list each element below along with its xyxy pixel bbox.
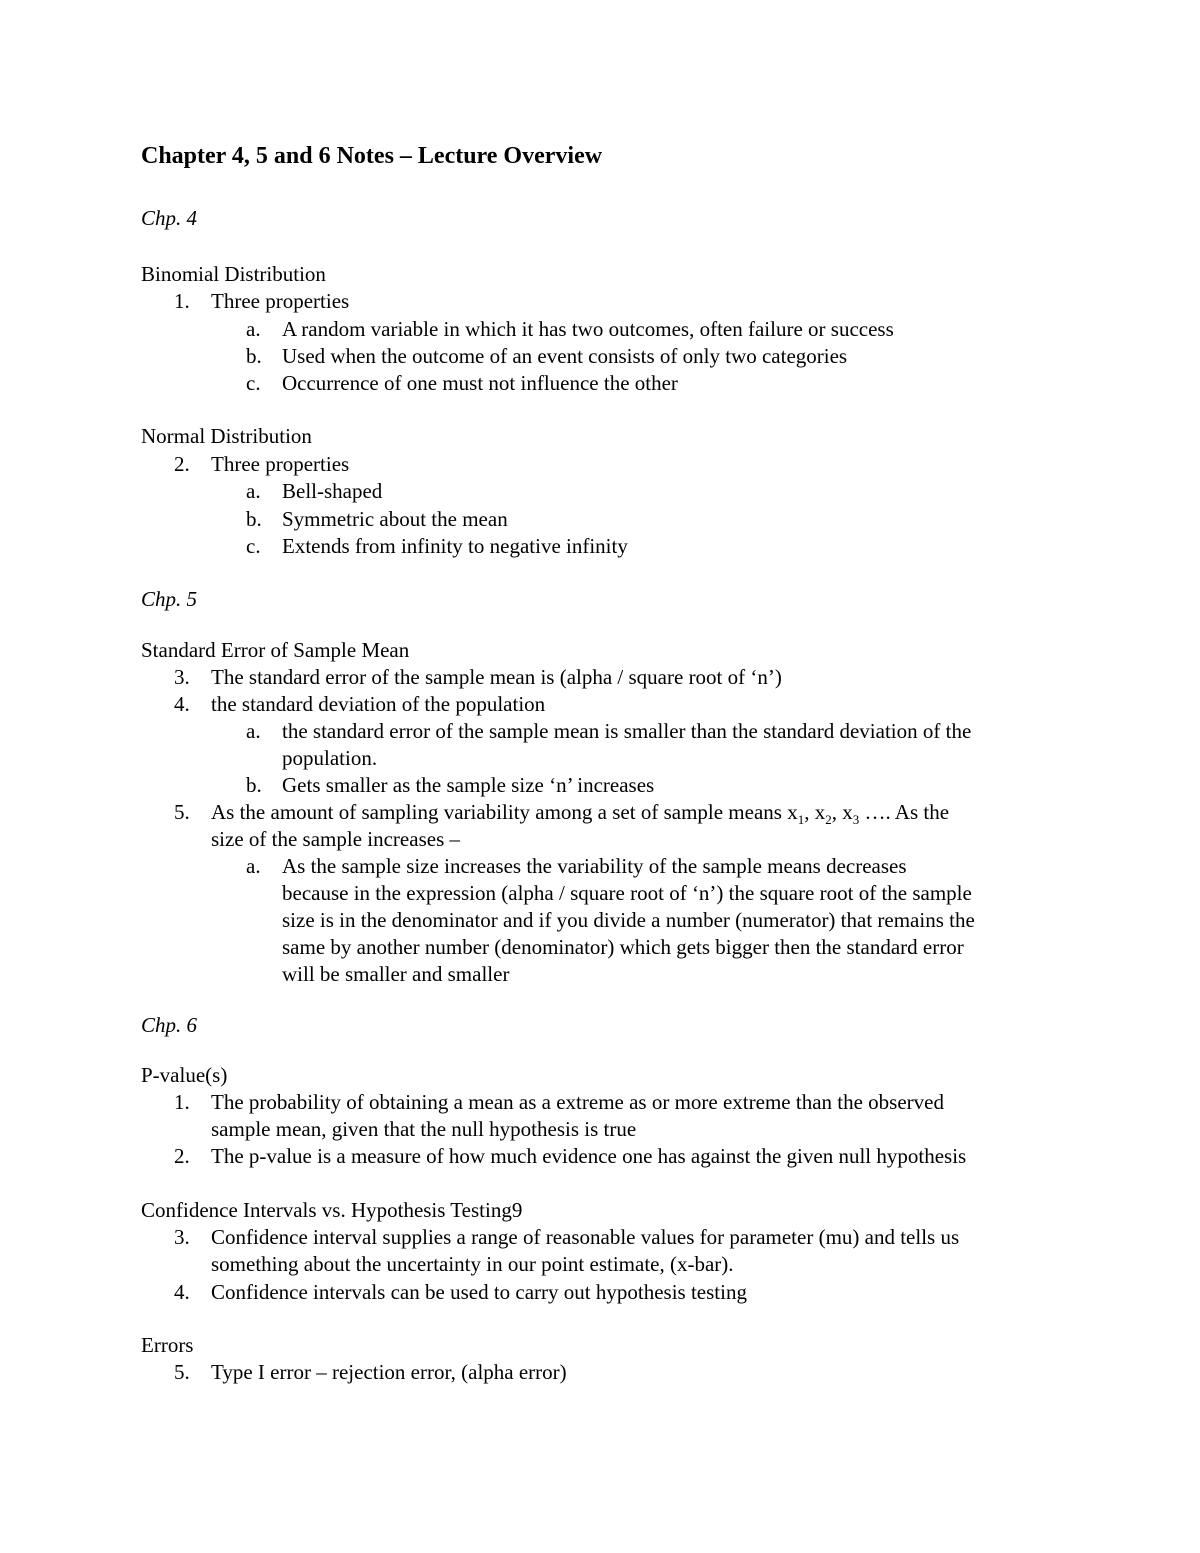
list-text-continued: because in the expression (alpha / square root of ‘n’) the square root of the sample	[282, 881, 972, 905]
list-number: 4.	[174, 692, 190, 716]
list-letter: a.	[246, 479, 261, 503]
list-text: the standard deviation of the population	[211, 692, 546, 716]
list-number: 2.	[174, 452, 190, 476]
pvalue-heading: P-value(s)	[141, 1063, 228, 1087]
errors-heading: Errors	[141, 1333, 194, 1357]
list-text: Three properties	[211, 452, 350, 476]
list-number: 1.	[174, 289, 190, 313]
list-text-continued: size of the sample increases –	[211, 827, 460, 851]
list-letter: b.	[246, 773, 262, 797]
list-text: Three properties	[211, 289, 350, 313]
list-number: 3.	[174, 665, 190, 689]
normal-heading: Normal Distribution	[141, 424, 312, 448]
list-letter: c.	[246, 371, 261, 395]
list-letter: a.	[246, 719, 261, 743]
list-letter: a.	[246, 317, 261, 341]
list-number: 5.	[174, 800, 190, 824]
list-text: Type I error – rejection error, (alpha error)	[211, 1360, 567, 1384]
list-letter: c.	[246, 534, 261, 558]
text-run: As the amount of sampling variability among a set of sample means x	[211, 800, 798, 824]
list-text: Bell-shaped	[282, 479, 383, 503]
list-text-continued: will be smaller and smaller	[282, 962, 510, 986]
list-text: A random variable in which it has two outcomes, often failure or success	[282, 317, 894, 341]
list-text-continued: sample mean, given that the null hypothesis is true	[211, 1117, 637, 1141]
subscript: 2	[825, 812, 832, 828]
subscript: 1	[797, 812, 805, 828]
list-text-continued: same by another number (denominator) which gets bigger then the standard error	[282, 935, 964, 959]
list-text: Gets smaller as the sample size ‘n’ increases	[282, 773, 655, 797]
list-text: Confidence interval supplies a range of reasonable values for parameter (mu) and tells us	[211, 1225, 960, 1249]
list-number: 5.	[174, 1360, 190, 1384]
list-letter: a.	[246, 854, 261, 878]
list-text: The p-value is a measure of how much evidence one has against the given null hypothesis	[211, 1144, 967, 1168]
list-number: 3.	[174, 1225, 190, 1249]
list-text: Occurrence of one must not influence the other	[282, 371, 678, 395]
standard-error-heading: Standard Error of Sample Mean	[141, 638, 410, 662]
list-number: 4.	[174, 1280, 190, 1304]
list-text: Extends from infinity to negative infinity	[282, 534, 628, 558]
list-letter: b.	[246, 344, 262, 368]
list-number: 1.	[174, 1090, 190, 1114]
list-text-continued: size is in the denominator and if you divide a number (numerator) that remains the	[282, 908, 975, 932]
text-run: …. As the	[859, 800, 950, 824]
list-text: the standard error of the sample mean is smaller than the standard deviation of the	[282, 719, 972, 743]
list-number: 2.	[174, 1144, 190, 1168]
list-text-continued: population.	[282, 746, 378, 770]
document-title: Chapter 4, 5 and 6 Notes – Lecture Overview	[141, 143, 603, 169]
binomial-heading: Binomial Distribution	[141, 262, 326, 286]
list-text: The probability of obtaining a mean as a extreme as or more extreme than the observed	[211, 1090, 944, 1114]
list-text: Confidence intervals can be used to carry out hypothesis testing	[211, 1280, 747, 1304]
text-run: , x	[831, 800, 853, 824]
chapter-5-label: Chp. 5	[141, 587, 198, 611]
subscript: 3	[852, 812, 860, 828]
list-text: As the sample size increases the variability of the sample means decreases	[282, 854, 907, 878]
chapter-4-label: Chp. 4	[141, 206, 198, 230]
list-text-continued: something about the uncertainty in our point estimate, (x-bar).	[211, 1252, 734, 1276]
chapter-6-label: Chp. 6	[141, 1013, 198, 1037]
list-text: Used when the outcome of an event consists of only two categories	[282, 344, 848, 368]
text-run: , x	[804, 800, 826, 824]
confidence-heading: Confidence Intervals vs. Hypothesis Testing9	[141, 1198, 523, 1222]
list-text: The standard error of the sample mean is (alpha / square root of ‘n’)	[211, 665, 782, 689]
list-text: Symmetric about the mean	[282, 507, 508, 531]
list-letter: b.	[246, 507, 262, 531]
